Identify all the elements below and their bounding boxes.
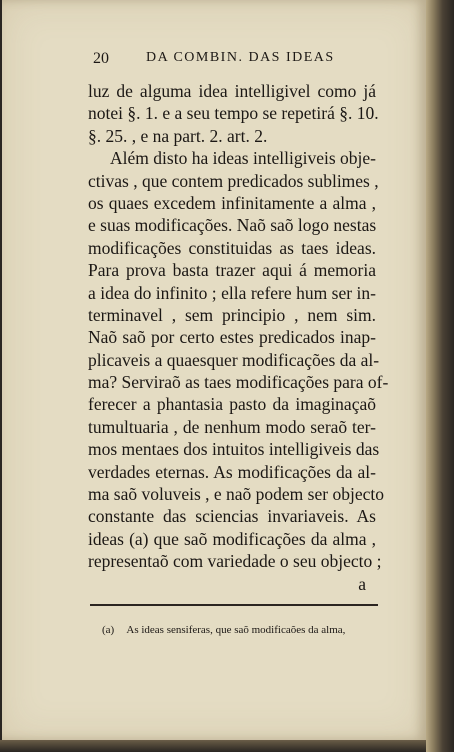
- page-edge-shadow: [426, 0, 454, 752]
- text-line: terminavel , sem principio , nem sim.: [88, 304, 376, 325]
- text-line: notei §. 1. e a seu tempo se repetirá §. 10.: [88, 103, 379, 124]
- text-line: modificações constituidas as taes ideas.: [88, 237, 376, 258]
- text-line: mos mentaes dos intuitos intelligiveis das: [88, 439, 380, 460]
- text-line: ma saõ voluveis , e naõ podem ser objecto: [88, 484, 384, 505]
- text-line: plicaveis a quaesquer modificações da al-: [88, 349, 380, 370]
- catchword: a: [358, 573, 366, 594]
- footnote-text: As ideas sensiferas, que saõ modificaões da alma,: [126, 624, 346, 636]
- text-line: Naõ saõ por certo estes predicados inap-: [88, 327, 376, 348]
- text-line: tumultuaria , de nenhum modo seraõ ter-: [88, 416, 376, 437]
- bottom-edge-shadow: [0, 740, 426, 752]
- page-header: [93, 50, 383, 72]
- text-line: a idea do infinito ; ella refere hum ser in-: [88, 282, 376, 303]
- text-line: constante das sciencias invariaveis. As: [88, 506, 376, 527]
- page-number: 20: [93, 50, 109, 67]
- running-head: DA COMBIN. DAS IDEAS: [146, 50, 335, 65]
- text-line: verdades eternas. As modificações da al-: [88, 461, 376, 482]
- text-line: e suas modificações. Naõ saõ logo nestas: [88, 215, 377, 236]
- body-text: [88, 80, 389, 595]
- text-line: Para prova basta trazer aqui á memoria: [88, 260, 376, 281]
- footnote: [102, 624, 378, 636]
- text-line: §. 25. , e na part. 2. art. 2.: [88, 125, 268, 146]
- text-line: ctivas , que contem predicados sublimes ,: [88, 170, 379, 191]
- footnote-marker: (a): [102, 624, 115, 636]
- text-line: ferecer a phantasia pasto da imaginaçaõ: [88, 394, 376, 415]
- text-line: ma? Serviraõ as taes modificações para of-: [88, 372, 389, 393]
- book-page: [2, 0, 426, 740]
- text-line: representaõ com variedade o seu objecto ;: [88, 551, 382, 572]
- text-line: ideas (a) que saõ modificações da alma ,: [88, 528, 376, 549]
- text-line: luz de alguma idea intelligivel como já: [88, 81, 376, 101]
- text-line: Além disto ha ideas intelligiveis obje-: [110, 148, 376, 169]
- text-line: os quaes excedem infinitamente a alma ,: [88, 192, 376, 213]
- footnote-rule: [90, 604, 378, 606]
